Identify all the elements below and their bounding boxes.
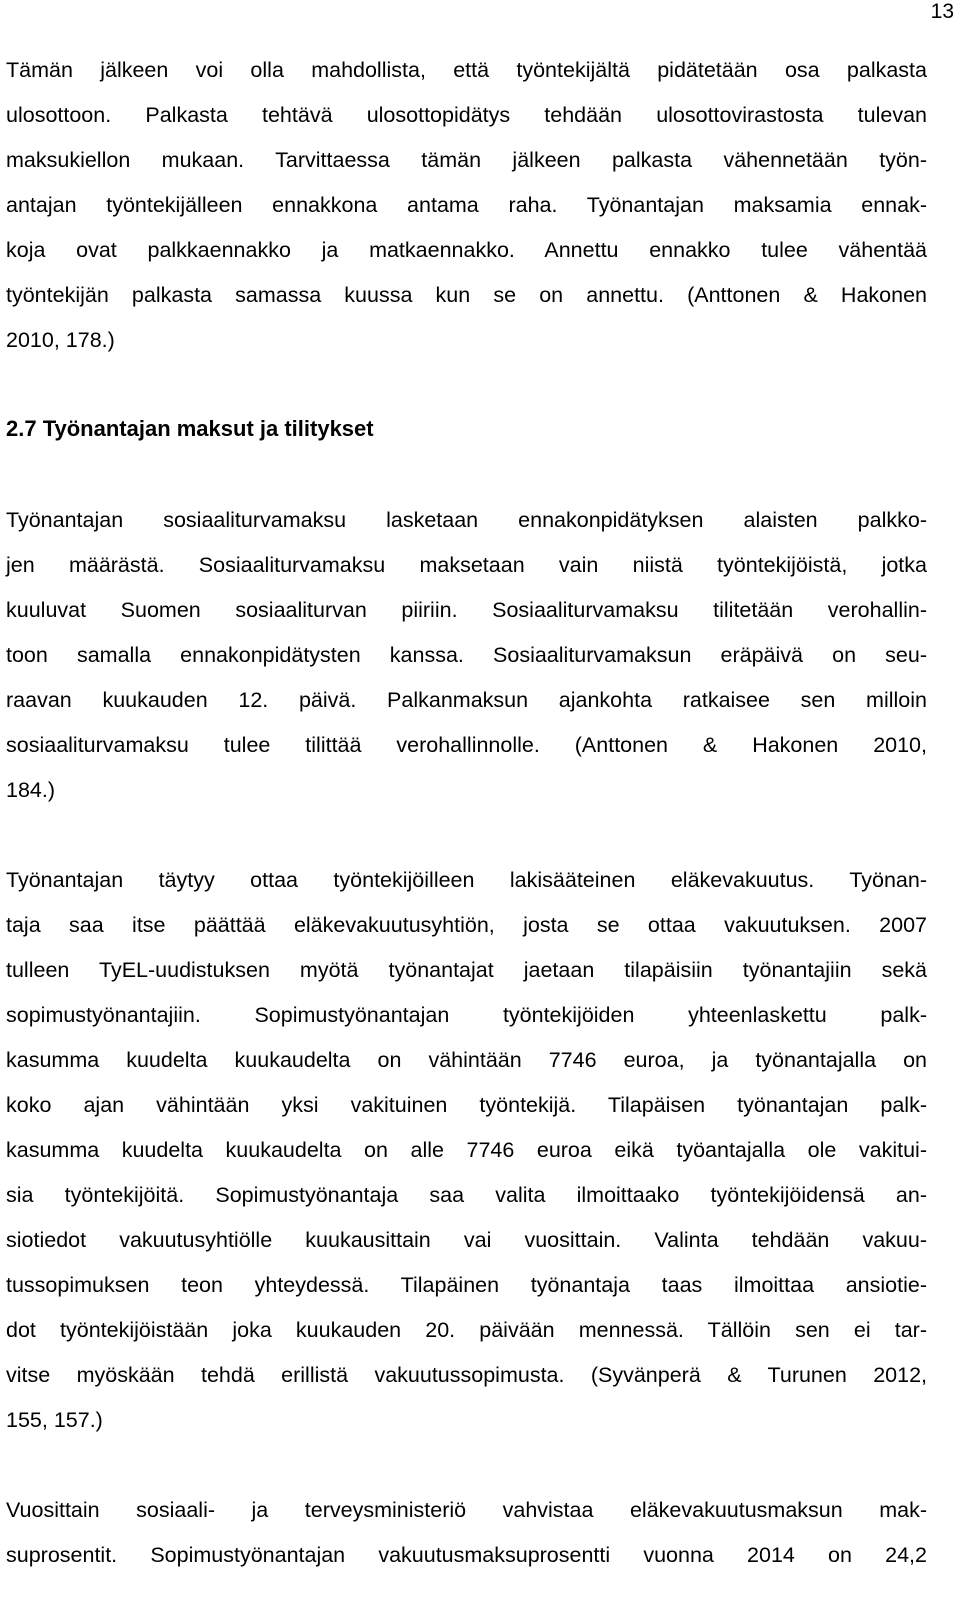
text-line: taja saa itse päättää eläkevakuutusyhtiön, josta se ottaa vakuutuksen. 2007 <box>6 913 927 937</box>
text-line: koko ajan vähintään yksi vakituinen työntekijä. Tilapäisen työnantajan palk- <box>6 1093 927 1117</box>
text-line: 155, 157.) <box>6 1408 103 1432</box>
text-line: dot työntekijöistään joka kuukauden 20. päivään mennessä. Tällöin sen ei tar- <box>6 1318 927 1342</box>
text-line: kasumma kuudelta kuukaudelta on alle 7746 euroa eikä työantajalla ole vakitui- <box>6 1138 927 1162</box>
text-line: kasumma kuudelta kuukaudelta on vähintään 7746 euroa, ja työnantajalla on <box>6 1048 927 1072</box>
text-line: toon samalla ennakonpidätysten kanssa. Sosiaaliturvamaksun eräpäivä on seu- <box>6 643 927 667</box>
text-line: raavan kuukauden 12. päivä. Palkanmaksun ajankohta ratkaisee sen milloin <box>6 688 927 712</box>
text-line: sia työntekijöitä. Sopimustyönantaja saa valita ilmoittaako työntekijöidensä an- <box>6 1183 927 1207</box>
text-line: sosiaaliturvamaksu tulee tilittää verohallinnolle. (Anttonen & Hakonen 2010, <box>6 733 927 757</box>
text-line: 184.) <box>6 778 56 802</box>
section-heading: 2.7 Työnantajan maksut ja tilitykset <box>6 416 374 441</box>
text-line: jen määrästä. Sosiaaliturvamaksu maksetaan vain niistä työntekijöistä, jotka <box>6 553 927 577</box>
text-line: maksukiellon mukaan. Tarvittaessa tämän jälkeen palkasta vähennetään työn- <box>6 148 927 172</box>
page-number: 13 <box>930 0 954 23</box>
text-line: Työnantajan sosiaaliturvamaksu lasketaan ennakonpidätyksen alaisten palkko- <box>6 508 927 532</box>
text-line: Vuosittain sosiaali- ja terveysministeriö vahvistaa eläkevakuutusmaksun mak- <box>6 1498 927 1522</box>
text-line: antajan työntekijälleen ennakkona antama raha. Työnantajan maksamia ennak- <box>6 193 927 217</box>
text-line: koja ovat palkkaennakko ja matkaennakko. Annettu ennakko tulee vähentää <box>6 238 927 262</box>
text-line: kuuluvat Suomen sosiaaliturvan piiriin. Sosiaaliturvamaksu tilitetään verohallin- <box>6 598 927 622</box>
text-line: sopimustyönantajiin. Sopimustyönantajan työntekijöiden yhteenlaskettu palk- <box>6 1003 927 1027</box>
text-line: suprosentit. Sopimustyönantajan vakuutusmaksuprosentti vuonna 2014 on 24,2 <box>6 1543 927 1567</box>
text-line: Tämän jälkeen voi olla mahdollista, että työntekijältä pidätetään osa palkasta <box>6 58 927 82</box>
text-line: työntekijän palkasta samassa kuussa kun se on annettu. (Anttonen & Hakonen <box>6 283 927 307</box>
text-line: Työnantajan täytyy ottaa työntekijöilleen lakisääteinen eläkevakuutus. Työnan- <box>6 868 927 892</box>
text-line: ulosottoon. Palkasta tehtävä ulosottopidätys tehdään ulosottovirastosta tulevan <box>6 103 927 127</box>
text-line: siotiedot vakuutusyhtiölle kuukausittain vai vuosittain. Valinta tehdään vakuu- <box>6 1228 927 1252</box>
text-line: 2010, 178.) <box>6 328 115 352</box>
text-line: tulleen TyEL-uudistuksen myötä työnantajat jaetaan tilapäisiin työnantajiin sekä <box>6 958 927 982</box>
text-line: tussopimuksen teon yhteydessä. Tilapäinen työnantaja taas ilmoittaa ansiotie- <box>6 1273 927 1297</box>
text-line: vitse myöskään tehdä erillistä vakuutussopimusta. (Syvänperä & Turunen 2012, <box>6 1363 927 1387</box>
